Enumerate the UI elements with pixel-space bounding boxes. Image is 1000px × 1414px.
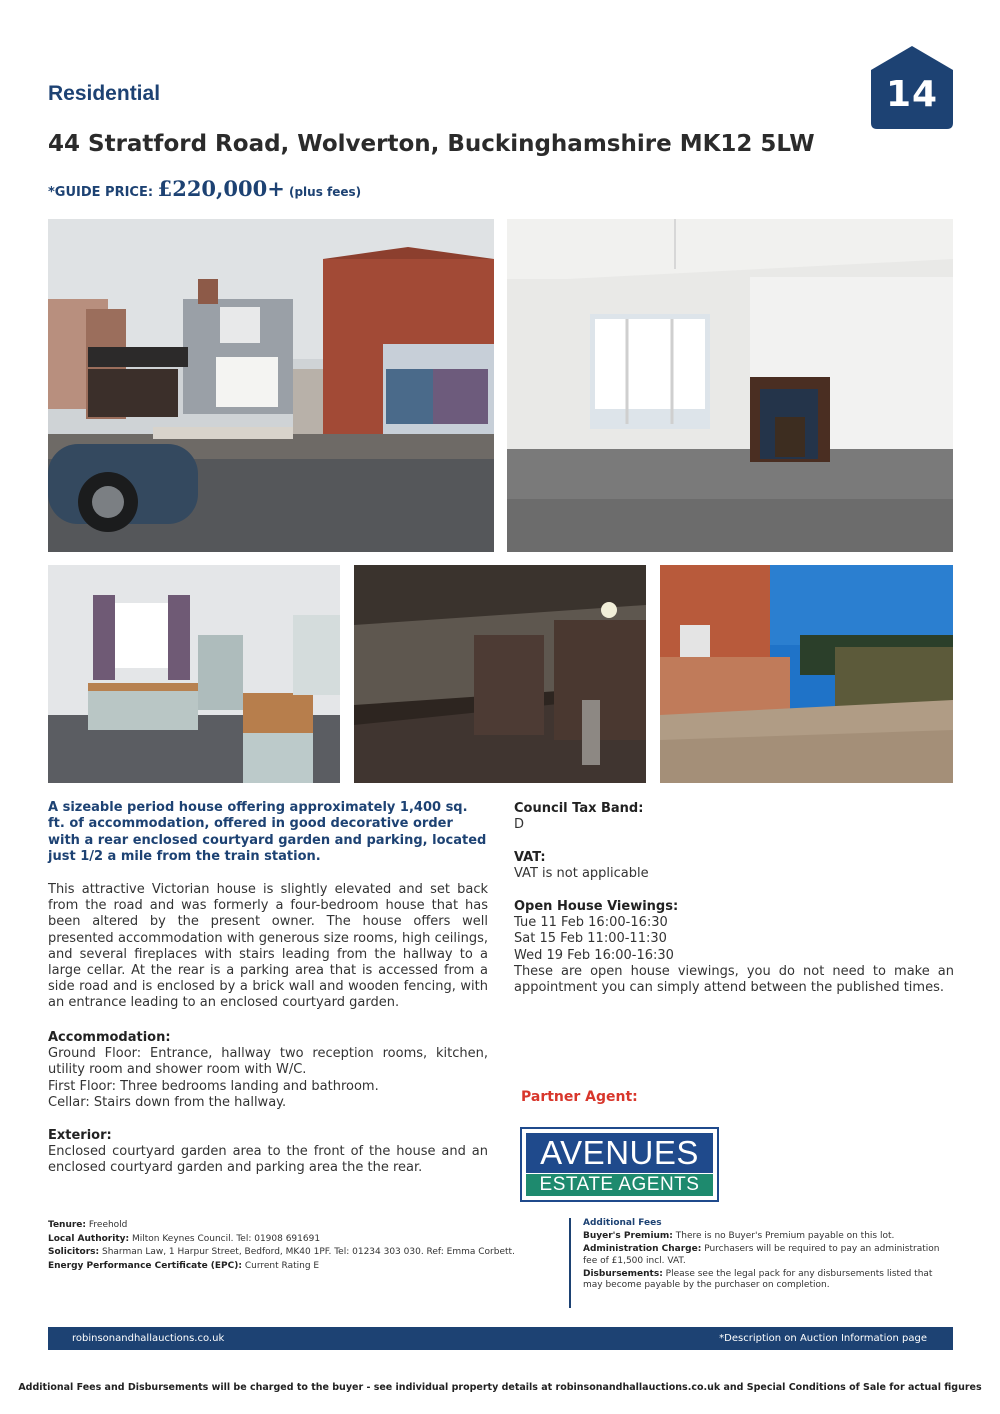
- exterior-front-photo: [48, 219, 494, 552]
- solicitors-label: Solicitors:: [48, 1247, 100, 1258]
- authority-label: Local Authority:: [48, 1233, 130, 1244]
- accommodation-cellar: Cellar: Stairs down from the hallway.: [48, 1094, 287, 1110]
- authority-line: [48, 1233, 548, 1247]
- admin-charge-line: [583, 1244, 953, 1266]
- exterior-section: [48, 1128, 488, 1177]
- partner-agent-label: Partner Agent:: [521, 1089, 638, 1105]
- category-heading: Residential: [48, 82, 161, 105]
- premium-label: Buyer's Premium:: [583, 1231, 673, 1242]
- viewing-slot: Wed 19 Feb 16:00-16:30: [514, 947, 674, 963]
- rear-courtyard-photo: [660, 565, 953, 783]
- viewings-heading: Open House Viewings:: [514, 899, 679, 914]
- authority-value: Milton Keynes Council. Tel: 01908 691691: [129, 1233, 321, 1244]
- disbursements-line: [583, 1269, 953, 1291]
- fees-disclaimer: Additional Fees and Disbursements will be charged to the buyer - see individual property details at robinsonandhallauctions.co.uk and Special Conditions of Sale for actual figures: [18, 1382, 982, 1393]
- solicitors-line: [48, 1246, 548, 1260]
- viewing-slot: Tue 11 Feb 16:00-16:30: [514, 915, 668, 931]
- living-room-photo: [507, 219, 953, 552]
- tenure-label: Tenure:: [48, 1220, 87, 1230]
- legal-details: [48, 1219, 548, 1273]
- additional-fees-box: [569, 1218, 953, 1308]
- guide-price-label: *GUIDE PRICE:: [48, 185, 158, 200]
- council-tax-value: D: [514, 817, 525, 833]
- council-tax-heading: Council Tax Band:: [514, 801, 644, 816]
- footer-note: *Description on Auction Information page: [719, 1333, 927, 1344]
- solicitors-value: Sharman Law, 1 Harpur Street, Bedford, MK40 1PF. Tel: 01234 303 030. Ref: Emma Corbett.: [99, 1247, 515, 1258]
- vat-heading: VAT:: [514, 850, 546, 865]
- property-address: 44 Stratford Road, Wolverton, Buckinghamshire MK12 5LW: [48, 131, 815, 157]
- viewings-section: [514, 899, 954, 996]
- accommodation-section: [48, 1030, 488, 1111]
- disb-label: Disbursements:: [583, 1268, 663, 1279]
- epc-label: Energy Performance Certificate (EPC):: [48, 1260, 242, 1271]
- tenure-value: Freehold: [86, 1220, 128, 1230]
- admin-label: Administration Charge:: [583, 1244, 702, 1255]
- epc-line: [48, 1260, 548, 1274]
- accommodation-first: First Floor: Three bedrooms landing and bathroom.: [48, 1078, 379, 1094]
- accommodation-ground: Ground Floor: Entrance, hallway two reception rooms, kitchen, utility room and shower room with W/C.: [48, 1046, 488, 1078]
- avenues-logo-bottom: ESTATE AGENTS: [526, 1174, 713, 1196]
- exterior-heading: Exterior:: [48, 1128, 112, 1143]
- tenure-line: [48, 1219, 548, 1233]
- cellar-photo: [354, 565, 646, 783]
- guide-price: [48, 176, 361, 201]
- property-description: This attractive Victorian house is slightly elevated and set back from the road and was formerly a four-bedroom house that has been altered by the present owner. The house offers well presented accommodation with generous size rooms, high ceilings, and several fireplaces with stairs leading from the hallway to a large cellar. At the rear is a parking area that is accessed from a side road and is enclosed by a brick wall and wooden fencing, with an entrance leading to an enclosed courtyard garden.: [48, 882, 488, 1011]
- fees-title: Additional Fees: [583, 1218, 662, 1228]
- lot-number: 14: [885, 74, 939, 115]
- exterior-text: Enclosed courtyard garden area to the front of the house and an enclosed courtyard garden and parking area the the rear.: [48, 1144, 488, 1176]
- intro-summary: A sizeable period house offering approximately 1,400 sq. ft. of accommodation, offered in good decorative order with a rear enclosed courtyard garden and parking, located just 1/2 a mile from the train station.: [48, 800, 487, 865]
- vat-value: VAT is not applicable: [514, 866, 649, 882]
- avenues-logo: [520, 1127, 719, 1202]
- viewings-note: These are open house viewings, you do not need to make an appointment you can simply attend between the published times.: [514, 963, 954, 996]
- avenues-logo-top: AVENUES: [526, 1133, 713, 1173]
- vat-section: [514, 850, 954, 882]
- footer-website-link[interactable]: robinsonandhallauctions.co.uk: [72, 1333, 225, 1344]
- guide-price-fees: (plus fees): [284, 185, 362, 199]
- viewing-slot: Sat 15 Feb 11:00-11:30: [514, 931, 667, 947]
- epc-value: Current Rating E: [241, 1260, 320, 1271]
- kitchen-photo: [48, 565, 340, 783]
- guide-price-value: £220,000+: [157, 176, 285, 201]
- lot-badge: [871, 46, 953, 129]
- buyers-premium-line: [583, 1231, 953, 1242]
- accommodation-heading: Accommodation:: [48, 1030, 171, 1045]
- council-tax-section: [514, 801, 954, 833]
- disb-value: Please see the legal pack for any disbursements listed that may become payable by the purchaser on completion.: [583, 1268, 933, 1291]
- admin-value: Purchasers will be required to pay an administration fee of £1,500 incl. VAT.: [583, 1244, 940, 1266]
- premium-value: There is no Buyer's Premium payable on this lot.: [672, 1231, 895, 1242]
- footer-bar: [48, 1327, 953, 1350]
